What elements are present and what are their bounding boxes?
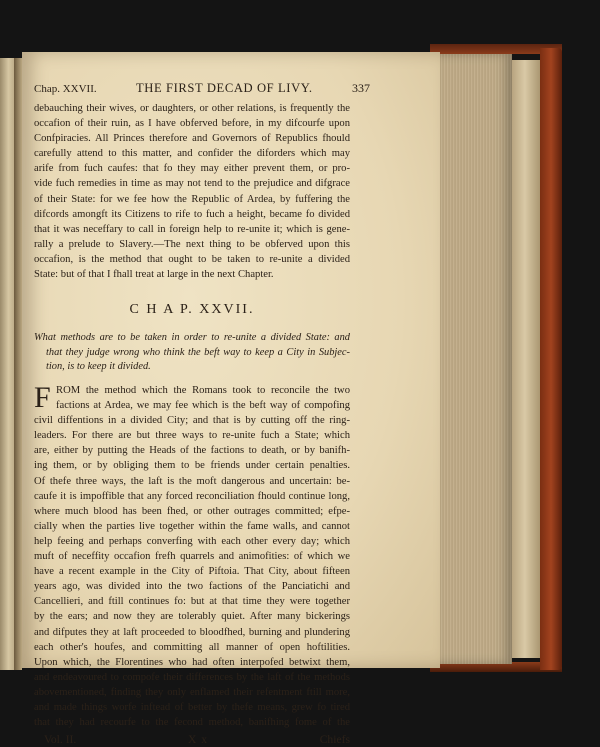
leather-cover: [540, 48, 562, 670]
text-line: civil diffentions in a divided City; and that is by cutting off the ring-: [34, 415, 350, 427]
volume-label: Vol. II.: [44, 733, 77, 747]
drop-cap: F: [34, 381, 51, 414]
text-line: factions at Ardea, we may fee which is the beft way of compofing: [56, 400, 350, 412]
text-line: are, either by putting the Heads of the factions to death, or by banifh-: [34, 445, 350, 457]
text-line: abovementioned, finding they only enflamed their refentment ftill more,: [34, 686, 350, 698]
text-line: where much blood has been fhed, or other outrages committed; efpe-: [34, 505, 350, 517]
text-line: muft of neceffity occafion frefh quarrels and animofities: of which we: [34, 551, 350, 563]
text-line: carefully attend to this matter, and confider the diforders which may: [34, 148, 350, 160]
left-page-edge: [0, 58, 14, 670]
chapter-heading: C H A P. XXVII.: [129, 302, 255, 318]
gutter-shadow: [14, 58, 22, 670]
opening-paragraph: [34, 101, 350, 282]
text-line: each other's houfes, and committing all manner of open hoftilities.: [34, 641, 350, 653]
text-line: rally a prelude to Slavery.—The next thing to be obferved upon this: [34, 238, 350, 250]
body-paragraph: [34, 383, 350, 730]
header-title: THE FIRST DECAD OF LIVY.: [136, 81, 313, 95]
text-line: State: but of that I fhall treat at large in the next Chapter.: [34, 269, 274, 281]
page-footer: [34, 732, 350, 747]
text-line: occafion of their ruin, as I have obferved before, in my difcourfe upon: [34, 118, 350, 130]
text-line: ROM the method which the Romans took to reconcile the two: [56, 385, 350, 396]
text-line: ing them, or by obliging them to be friends under certain penalties.: [34, 460, 350, 472]
text-line: and made things worfe inftead of better by thefe means, grew fo tired: [34, 701, 350, 713]
text-line: leaders. For there are but three ways to re-unite fuch a State; which: [34, 430, 350, 442]
text-line: occafion, is the method that ought to be taken to re-unite a divided: [34, 253, 350, 265]
text-line: have a recent example in the City of Piftoia. That City, about fifteen: [34, 566, 350, 578]
text-line: that it was neceffary to call in foreign help to re-unite it; which is gene-: [34, 223, 350, 235]
text-line: Of thefe three ways, the laft is the moft dangerous and uncertain: be-: [34, 475, 350, 487]
text-line: and endeavoured to compofe their differences by the laft of the methods: [34, 671, 350, 683]
text-line: debauching their wives, or daughters, or other relations, is frequently the: [34, 103, 350, 114]
catchword: Chiefs: [319, 733, 350, 747]
header-chapter: Chap. XXVII.: [34, 83, 97, 95]
text-line: years ago, was divided into the two factions of the Panciatichi and: [34, 581, 350, 593]
text-line: difcords amongft its Citizens to rife to fuch a height, became fo divided: [34, 208, 350, 220]
text-line: and difputes they at laft proceeded to bloodfhed, burning and plundering: [34, 626, 350, 638]
text-line: by the ears; and now they are tolerably quiet. After many bickerings: [34, 611, 350, 623]
text-line: that they had recourfe to the fecond method, banifhing fome of the: [34, 717, 350, 729]
page-number: 337: [351, 81, 370, 95]
page-text: [34, 80, 370, 747]
signature-mark: X x: [187, 733, 209, 747]
text-line: help feeing and perhaps converfing with each other every day; which: [34, 535, 350, 547]
text-line: Cancellieri, and ftill continues fo: but at that time they were together: [34, 596, 350, 608]
text-line: Confpiracies. All Princes therefore and Governors of Republics fhould: [34, 133, 350, 145]
text-line: vide fuch remedies in time as may not tend to the prejudice and difgrace: [34, 178, 350, 190]
chapter-summary: [34, 331, 350, 375]
page-fore-edge: [438, 54, 512, 664]
text-line: Upon which, the Florentines who had often interpofed betwixt them,: [34, 656, 350, 668]
text-line: cially when the parties live together within the fame walls, and cannot: [34, 520, 350, 532]
text-line: of their State: for we fee how the Republic of Ardea, by fuffering the: [34, 193, 350, 205]
text-line: arife from fuch caufes: that fo they may either prevent them, or pro-: [34, 163, 350, 175]
summary-line: that they judge wrong who think the beft way to keep a City in Subjec-: [46, 346, 350, 358]
summary-line: What methods are to be taken in order to re-unite a divided State: and: [34, 332, 350, 344]
text-line: caufe it is impoffible that any forced reconciliation fhould continue long,: [34, 490, 350, 502]
running-header: [34, 80, 370, 97]
summary-line: tion, is to keep it divided.: [46, 361, 151, 373]
